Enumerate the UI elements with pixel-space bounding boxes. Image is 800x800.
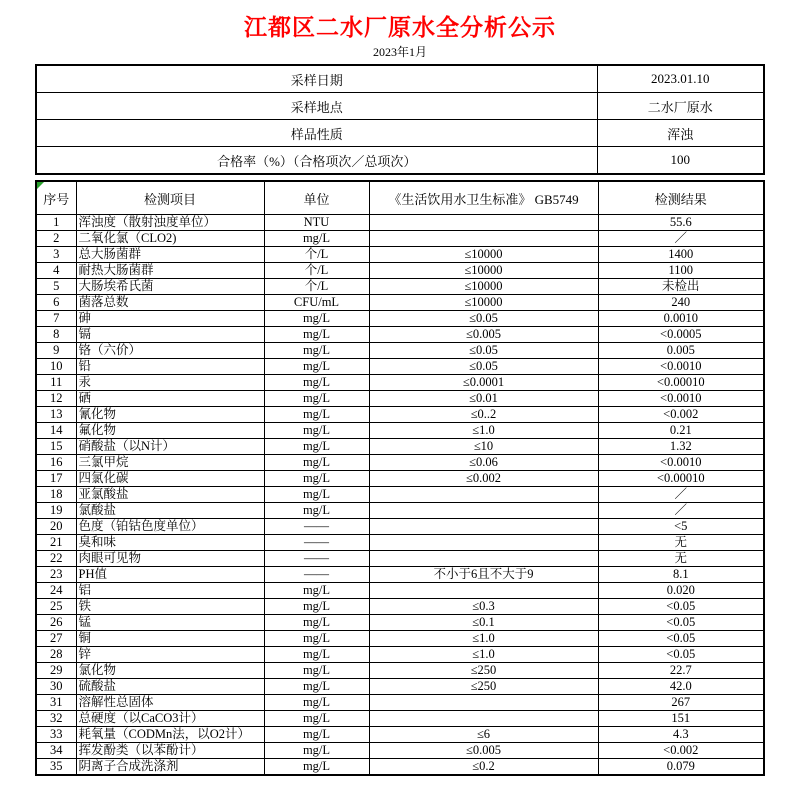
cell-result: <0.05 <box>598 599 764 615</box>
cell-item: 四氯化碳 <box>76 471 264 487</box>
cell-serial: 6 <box>36 295 76 311</box>
cell-item: 色度（铂钴色度单位） <box>76 519 264 535</box>
table-row <box>36 727 764 743</box>
cell-result: 未检出 <box>598 279 764 295</box>
sample-info-table <box>35 64 765 175</box>
cell-standard: ≤10000 <box>369 263 598 279</box>
table-row <box>36 231 764 247</box>
table-row <box>36 551 764 567</box>
cell-serial: 27 <box>36 631 76 647</box>
table-row <box>36 615 764 631</box>
table-row <box>36 567 764 583</box>
cell-result: <0.0005 <box>598 327 764 343</box>
cell-item: 溶解性总固体 <box>76 695 264 711</box>
cell-standard <box>369 519 598 535</box>
cell-item: 锰 <box>76 615 264 631</box>
cell-unit: mg/L <box>264 759 369 776</box>
table-row <box>36 631 764 647</box>
cell-serial: 23 <box>36 567 76 583</box>
cell-unit: mg/L <box>264 439 369 455</box>
info-label-sample-nature: 样品性质 <box>36 120 597 147</box>
table-row <box>36 759 764 776</box>
cell-standard: ≤1.0 <box>369 647 598 663</box>
table-row <box>36 535 764 551</box>
cell-unit: mg/L <box>264 407 369 423</box>
cell-result: 0.005 <box>598 343 764 359</box>
cell-unit: —— <box>264 567 369 583</box>
cell-serial: 30 <box>36 679 76 695</box>
cell-serial: 4 <box>36 263 76 279</box>
cell-item: 汞 <box>76 375 264 391</box>
cell-unit: 个/L <box>264 247 369 263</box>
cell-standard: ≤10000 <box>369 295 598 311</box>
cell-result: 22.7 <box>598 663 764 679</box>
table-row <box>36 487 764 503</box>
cell-item: 铝 <box>76 583 264 599</box>
cell-standard: ≤6 <box>369 727 598 743</box>
cell-item: 硝酸盐（以N计） <box>76 439 264 455</box>
cell-result: 4.3 <box>598 727 764 743</box>
cell-unit: mg/L <box>264 727 369 743</box>
cell-standard: ≤0.05 <box>369 311 598 327</box>
cell-unit: mg/L <box>264 375 369 391</box>
cell-item: 亚氯酸盐 <box>76 487 264 503</box>
cell-result: <0.0010 <box>598 391 764 407</box>
cell-item: 锌 <box>76 647 264 663</box>
table-row <box>36 375 764 391</box>
cell-item: 总大肠菌群 <box>76 247 264 263</box>
cell-item: 浑浊度（散射浊度单位） <box>76 215 264 231</box>
table-row <box>36 439 764 455</box>
cell-unit: mg/L <box>264 743 369 759</box>
cell-standard: ≤10 <box>369 439 598 455</box>
cell-unit: mg/L <box>264 343 369 359</box>
table-row <box>36 455 764 471</box>
cell-unit: mg/L <box>264 695 369 711</box>
cell-serial: 21 <box>36 535 76 551</box>
cell-result: 1.32 <box>598 439 764 455</box>
cell-unit: mg/L <box>264 487 369 503</box>
cell-item: 镉 <box>76 327 264 343</box>
table-row <box>36 663 764 679</box>
analysis-results-table <box>35 180 765 776</box>
cell-unit: mg/L <box>264 471 369 487</box>
cell-item: 挥发酚类（以苯酚计） <box>76 743 264 759</box>
cell-result: 0.020 <box>598 583 764 599</box>
cell-unit: mg/L <box>264 647 369 663</box>
cell-serial: 12 <box>36 391 76 407</box>
table-row <box>36 343 764 359</box>
cell-item: 氯酸盐 <box>76 503 264 519</box>
cell-standard: 不小于6且不大于9 <box>369 567 598 583</box>
cell-standard: ≤0.0001 <box>369 375 598 391</box>
info-value-sampling-site: 二水厂原水 <box>597 93 764 120</box>
cell-serial: 7 <box>36 311 76 327</box>
cell-serial: 26 <box>36 615 76 631</box>
cell-item: 耗氧量（CODMn法，以O2计） <box>76 727 264 743</box>
cell-item: 硒 <box>76 391 264 407</box>
cell-standard: ≤0.05 <box>369 343 598 359</box>
cell-result: ／ <box>598 231 764 247</box>
cell-result: 0.0010 <box>598 311 764 327</box>
cell-result: 55.6 <box>598 215 764 231</box>
table-row <box>36 407 764 423</box>
cell-unit: NTU <box>264 215 369 231</box>
table-row <box>36 359 764 375</box>
info-label-pass-rate: 合格率（%）（合格项次／总项次） <box>36 147 597 175</box>
table-row <box>36 583 764 599</box>
cell-unit: mg/L <box>264 583 369 599</box>
cell-item: 三氯甲烷 <box>76 455 264 471</box>
cell-result: 42.0 <box>598 679 764 695</box>
cell-item: 铁 <box>76 599 264 615</box>
info-value-sampling-date: 2023.01.10 <box>597 65 764 93</box>
cell-serial: 25 <box>36 599 76 615</box>
cell-serial: 1 <box>36 215 76 231</box>
cell-unit: mg/L <box>264 359 369 375</box>
cell-serial: 20 <box>36 519 76 535</box>
header-row <box>36 181 764 215</box>
cell-serial: 32 <box>36 711 76 727</box>
cell-standard: ≤0.005 <box>369 743 598 759</box>
cell-standard <box>369 551 598 567</box>
cell-serial: 3 <box>36 247 76 263</box>
cell-standard: ≤10000 <box>369 247 598 263</box>
cell-result: 无 <box>598 551 764 567</box>
table-row <box>36 215 764 231</box>
cell-serial: 17 <box>36 471 76 487</box>
cell-item: 大肠埃希氏菌 <box>76 279 264 295</box>
table-row <box>36 423 764 439</box>
cell-result: 0.21 <box>598 423 764 439</box>
table-row <box>36 519 764 535</box>
table-row <box>36 503 764 519</box>
cell-result: <0.05 <box>598 647 764 663</box>
cell-unit: —— <box>264 551 369 567</box>
info-label-sampling-site: 采样地点 <box>36 93 597 120</box>
cell-standard <box>369 231 598 247</box>
cell-result: <0.05 <box>598 631 764 647</box>
cell-standard <box>369 711 598 727</box>
cell-item: 砷 <box>76 311 264 327</box>
cell-unit: mg/L <box>264 327 369 343</box>
cell-unit: mg/L <box>264 455 369 471</box>
cell-item: 硫酸盐 <box>76 679 264 695</box>
cell-result: 8.1 <box>598 567 764 583</box>
cell-standard: ≤1.0 <box>369 423 598 439</box>
cell-standard <box>369 487 598 503</box>
cell-standard: ≤0.002 <box>369 471 598 487</box>
cell-result: 267 <box>598 695 764 711</box>
cell-result: <5 <box>598 519 764 535</box>
cell-item: PH值 <box>76 567 264 583</box>
info-row <box>36 120 764 147</box>
cell-unit: mg/L <box>264 423 369 439</box>
cell-unit: mg/L <box>264 311 369 327</box>
cell-item: 氰化物 <box>76 407 264 423</box>
cell-result: <0.00010 <box>598 471 764 487</box>
cell-result: <0.0010 <box>598 359 764 375</box>
cell-item: 铅 <box>76 359 264 375</box>
cell-serial: 9 <box>36 343 76 359</box>
page-subtitle: 2023年1月 <box>372 45 427 59</box>
cell-unit: mg/L <box>264 663 369 679</box>
cell-serial: 8 <box>36 327 76 343</box>
table-row <box>36 599 764 615</box>
cell-serial: 15 <box>36 439 76 455</box>
cell-item: 耐热大肠菌群 <box>76 263 264 279</box>
cell-serial: 22 <box>36 551 76 567</box>
cell-serial: 5 <box>36 279 76 295</box>
cell-serial: 2 <box>36 231 76 247</box>
table-row <box>36 279 764 295</box>
cell-item: 菌落总数 <box>76 295 264 311</box>
cell-serial: 10 <box>36 359 76 375</box>
cell-unit: mg/L <box>264 711 369 727</box>
cell-result: <0.002 <box>598 743 764 759</box>
cell-result: 1100 <box>598 263 764 279</box>
info-row <box>36 147 764 175</box>
cell-standard: ≤250 <box>369 663 598 679</box>
table-row <box>36 247 764 263</box>
cell-item: 总硬度（以CaCO3计） <box>76 711 264 727</box>
cell-standard <box>369 695 598 711</box>
cell-unit: mg/L <box>264 503 369 519</box>
cell-standard: ≤0.01 <box>369 391 598 407</box>
table-row <box>36 695 764 711</box>
cell-serial: 34 <box>36 743 76 759</box>
header-unit: 单位 <box>264 181 369 215</box>
cell-serial: 29 <box>36 663 76 679</box>
cell-unit: CFU/mL <box>264 295 369 311</box>
table-row <box>36 263 764 279</box>
table-row <box>36 679 764 695</box>
header-result: 检测结果 <box>598 181 764 215</box>
cell-serial: 18 <box>36 487 76 503</box>
cell-serial: 28 <box>36 647 76 663</box>
cell-standard: ≤0.1 <box>369 615 598 631</box>
cell-standard: ≤0.06 <box>369 455 598 471</box>
cell-unit: mg/L <box>264 391 369 407</box>
cell-standard: ≤0.005 <box>369 327 598 343</box>
cell-item: 氯化物 <box>76 663 264 679</box>
cell-standard: ≤0.2 <box>369 759 598 776</box>
cell-standard <box>369 503 598 519</box>
cell-serial: 35 <box>36 759 76 776</box>
cell-unit: mg/L <box>264 599 369 615</box>
cell-unit: 个/L <box>264 279 369 295</box>
cell-serial: 33 <box>36 727 76 743</box>
cell-unit: —— <box>264 519 369 535</box>
page-title: 江都区二水厂原水全分析公示 <box>244 15 556 40</box>
cell-result: 240 <box>598 295 764 311</box>
cell-result: <0.002 <box>598 407 764 423</box>
table-row <box>36 647 764 663</box>
cell-serial: 16 <box>36 455 76 471</box>
cell-serial: 31 <box>36 695 76 711</box>
header-item: 检测项目 <box>76 181 264 215</box>
cell-item: 臭和味 <box>76 535 264 551</box>
cell-serial: 19 <box>36 503 76 519</box>
cell-unit: mg/L <box>264 231 369 247</box>
cell-item: 铜 <box>76 631 264 647</box>
cell-standard: ≤10000 <box>369 279 598 295</box>
cell-serial: 11 <box>36 375 76 391</box>
header-standard: 《生活饮用水卫生标准》 GB5749 <box>369 181 598 215</box>
cell-serial: 14 <box>36 423 76 439</box>
cell-unit: mg/L <box>264 615 369 631</box>
table-row <box>36 471 764 487</box>
cell-result: 151 <box>598 711 764 727</box>
info-row <box>36 65 764 93</box>
cell-standard: ≤0..2 <box>369 407 598 423</box>
info-value-sample-nature: 浑浊 <box>597 120 764 147</box>
cell-standard: ≤1.0 <box>369 631 598 647</box>
cell-unit: mg/L <box>264 679 369 695</box>
cell-serial: 24 <box>36 583 76 599</box>
cell-unit: mg/L <box>264 631 369 647</box>
cell-result: ／ <box>598 503 764 519</box>
cell-item: 二氧化氯（CLO2) <box>76 231 264 247</box>
info-row <box>36 93 764 120</box>
cell-result: 0.079 <box>598 759 764 776</box>
cell-standard: ≤0.3 <box>369 599 598 615</box>
cell-serial: 13 <box>36 407 76 423</box>
table-row <box>36 327 764 343</box>
cell-item: 铬（六价） <box>76 343 264 359</box>
cell-result: <0.0010 <box>598 455 764 471</box>
cell-standard <box>369 583 598 599</box>
info-value-pass-rate: 100 <box>597 147 764 175</box>
table-row <box>36 311 764 327</box>
cell-unit: —— <box>264 535 369 551</box>
cell-item: 阴离子合成洗涤剂 <box>76 759 264 776</box>
cell-unit: 个/L <box>264 263 369 279</box>
header-serial: 序号 <box>36 181 76 215</box>
cell-result: 1400 <box>598 247 764 263</box>
table-row <box>36 295 764 311</box>
cell-item: 肉眼可见物 <box>76 551 264 567</box>
table-row <box>36 743 764 759</box>
table-row <box>36 711 764 727</box>
cell-standard: ≤250 <box>369 679 598 695</box>
cell-result: 无 <box>598 535 764 551</box>
excel-corner-marker-icon <box>37 182 44 189</box>
cell-result: <0.05 <box>598 615 764 631</box>
cell-result: ／ <box>598 487 764 503</box>
cell-standard: ≤0.05 <box>369 359 598 375</box>
cell-result: <0.00010 <box>598 375 764 391</box>
info-label-sampling-date: 采样日期 <box>36 65 597 93</box>
table-row <box>36 391 764 407</box>
cell-standard <box>369 215 598 231</box>
cell-item: 氟化物 <box>76 423 264 439</box>
cell-standard <box>369 535 598 551</box>
